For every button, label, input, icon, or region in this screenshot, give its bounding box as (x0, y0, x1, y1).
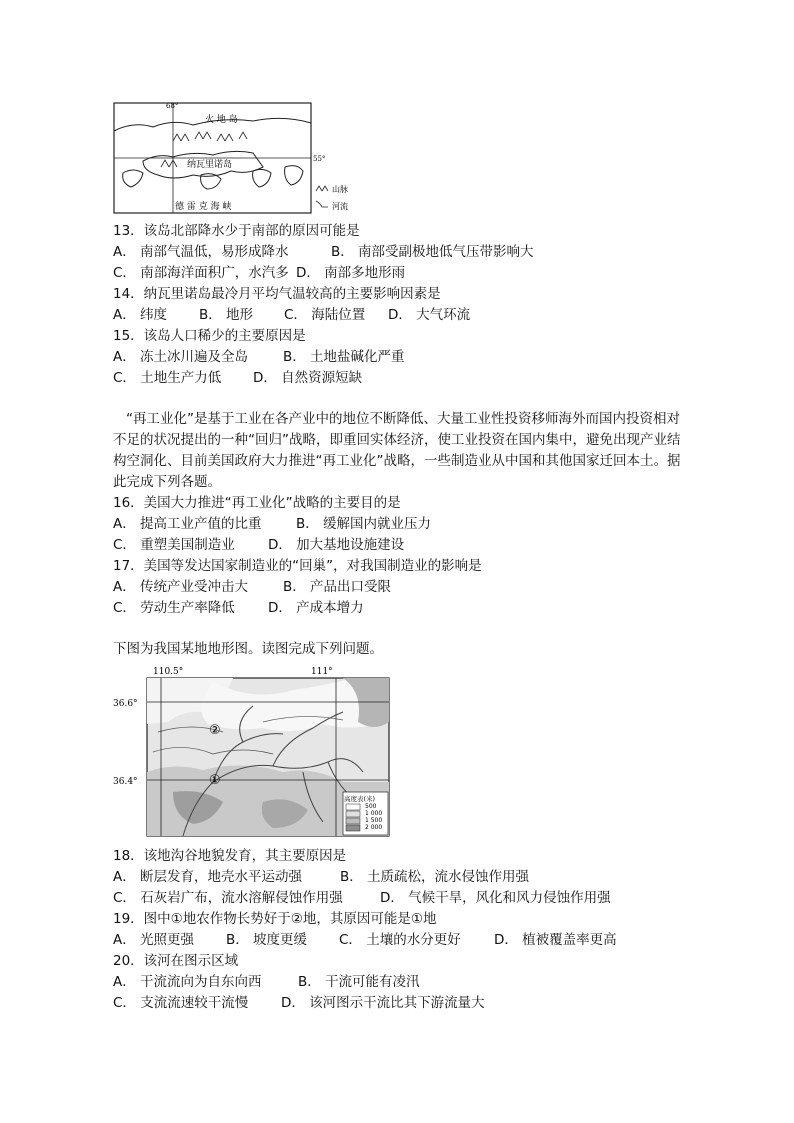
option: D． 自然资源短缺 (253, 370, 363, 386)
option: A． 提高工业产值的比重 (113, 516, 262, 532)
question-17-options-row1 (113, 577, 391, 597)
question-15-options-row2 (113, 368, 362, 388)
option: A． 光照更强 (113, 932, 195, 948)
option: A． 南部气温低，易形成降水 (113, 244, 289, 260)
option: A． 纬度 (113, 307, 168, 323)
option: A． 传统产业受冲击大 (113, 579, 249, 595)
question-15-options-row1 (113, 347, 405, 367)
topographic-map (113, 662, 393, 840)
map1-strait-label: 德 雷 克 海 峡 (175, 202, 232, 212)
question-16-options-row2 (113, 535, 404, 555)
question-13-options-row2 (113, 263, 405, 283)
question-19-options (113, 930, 617, 950)
option: A． 断层发育，地壳水平运动强 (113, 869, 303, 885)
legend-title: 高度表(米) (344, 795, 376, 803)
legend-mountain-icon (316, 186, 328, 191)
option: C． 重塑美国制造业 (113, 537, 235, 553)
question-18-options-row1 (113, 867, 529, 887)
map1-lat-label: 55° (313, 155, 326, 163)
option: A． 冻土冰川遍及全岛 (113, 349, 249, 365)
legend-level: 2 000 (365, 824, 383, 831)
map2-elevation-legend (343, 792, 388, 835)
option: D． 大气环流 (388, 307, 471, 323)
legend-level: 1 500 (365, 817, 383, 824)
option: B． 地形 (199, 307, 254, 323)
option: B． 南部受副极地低气压带影响大 (331, 244, 534, 260)
option: D． 植被覆盖率更高 (494, 932, 617, 948)
question-14-options (113, 305, 470, 325)
question-15: 15．该岛人口稀少的主要原因是 (113, 328, 306, 344)
question-17-options-row2 (113, 598, 364, 618)
question-16-options-row1 (113, 514, 431, 534)
question-18: 18．该地沟谷地貌发育，其主要原因是 (113, 848, 347, 864)
legend-river-label: 河流 (332, 202, 348, 211)
option: B． 干流可能有凌汛 (298, 974, 420, 990)
map2-lat2-label: 36.4° (113, 777, 138, 787)
option: B． 坡度更缓 (226, 932, 308, 948)
option: D． 南部多地形雨 (296, 265, 406, 281)
legend-level: 1 000 (365, 810, 383, 817)
option: C． 土地生产力低 (113, 370, 222, 386)
question-18-options-row2 (113, 888, 611, 908)
option: D． 该河图示干流比其下游流量大 (281, 995, 485, 1011)
option: B． 产品出口受限 (283, 579, 392, 595)
option: D． 气候干旱，风化和风力侵蚀作用强 (380, 890, 611, 906)
option: B． 缓解国内就业压力 (296, 516, 432, 532)
map1-lon-label: 68° (166, 102, 179, 110)
option: B． 土地盐碱化严重 (283, 349, 405, 365)
question-19: 19．图中①地农作物长势好于②地，其原因可能是①地 (113, 911, 437, 927)
map1-island-name-label: 纳瓦里诺岛 (187, 160, 233, 170)
option: D． 加大基地设施建设 (268, 537, 405, 553)
question-13-options-row1 (113, 242, 534, 262)
map2-location-1: ① (209, 773, 221, 788)
option: C． 石灰岩广布，流水溶解侵蚀作用强 (113, 890, 343, 906)
intro-topographic-map: 下图为我国某地地形图。读图完成下列问题。 (113, 641, 383, 657)
option: A． 干流流向为自东向西 (113, 974, 262, 990)
map2-lat1-label: 36.6° (113, 699, 138, 709)
option: B． 土质疏松，流水侵蚀作用强 (340, 869, 530, 885)
question-17: 17．美国等发达国家制造业的“回巢”，对我国制造业的影响是 (113, 558, 482, 574)
question-20: 20．该河在图示区域 (113, 953, 239, 969)
map1-island-top-label: 火 地 岛 (205, 115, 238, 125)
passage-reindustrialization: “再工业化”是基于工业在各产业中的地位不断降低、大量工业性投资移师海外而国内投资相对不足的状况提出的一种“回归”战略，即重回实体经济，使工业投资在国内集中，避免出现产业结构空洞化、目前美国政府大力推进“再工业化”战略，一些制造业从中国和其他国家迁回本土。据此完成下列各题。 (113, 411, 681, 490)
option: C． 南部海洋面积广，水汽多 (113, 265, 289, 281)
option: C． 支流流速较干流慢 (113, 995, 249, 1011)
map2-lon2-label: 111° (311, 667, 333, 677)
question-13: 13．该岛北部降水少于南部的原因可能是 (113, 223, 360, 239)
legend-mountain-label: 山脉 (332, 185, 348, 194)
question-20-options-row1 (113, 972, 420, 992)
legend-river-icon (316, 201, 328, 207)
legend-level: 500 (365, 803, 377, 810)
option: D． 产成本增力 (268, 600, 364, 616)
option: C． 劳动生产率降低 (113, 600, 235, 616)
map2-lon1-label: 110.5° (153, 667, 184, 677)
question-14: 14．纳瓦里诺岛最冷月平均气温较高的主要影响因素是 (113, 286, 441, 302)
option: C． 海陆位置 (284, 307, 366, 323)
question-20-options-row2 (113, 993, 485, 1013)
map2-location-2: ② (209, 723, 221, 738)
navarino-island-map (113, 101, 349, 216)
question-16: 16．美国大力推进“再工业化”战略的主要目的是 (113, 495, 401, 511)
option: C． 土壤的水分更好 (339, 932, 461, 948)
